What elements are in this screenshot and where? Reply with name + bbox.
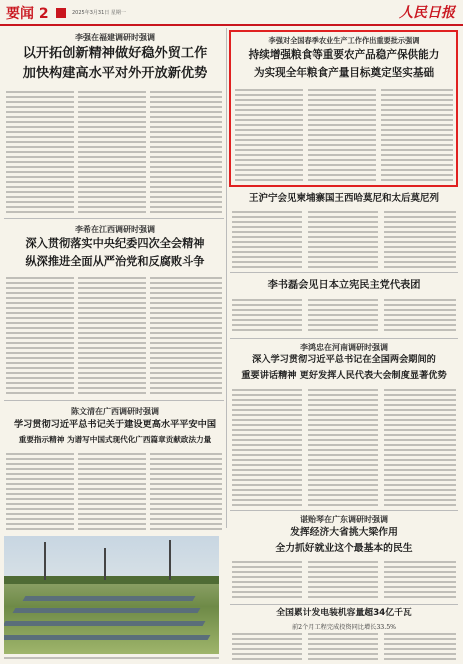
page-header	[0, 0, 463, 26]
lishulei-body-col-1	[232, 298, 302, 334]
photo-treeline	[4, 576, 219, 584]
guangxi-kicker: 陈文清在广西调研时强调	[71, 406, 159, 416]
wind-body-col-2	[308, 632, 378, 660]
wanghuning-body-col-2	[308, 210, 378, 268]
wind-headline: 全国累计发电装机容量超34亿千瓦	[276, 608, 412, 618]
jiangxi-kicker: 李希在江西调研时强调	[75, 224, 155, 234]
fujian-kicker: 李强在福建调研时强调	[75, 32, 155, 42]
fujian-body-col-1	[6, 90, 74, 214]
fujian-headline-1: 以开拓创新精神做好稳外贸工作	[22, 46, 208, 61]
henan-body-col-3	[384, 388, 456, 506]
photo-caption	[4, 656, 219, 660]
divider-right-3	[230, 510, 458, 511]
jiangxi-body-col-3	[150, 276, 222, 394]
divider-right-2	[230, 338, 458, 339]
guangdong-body-col-1	[232, 560, 302, 600]
guangdong-headline-1: 发挥经济大省挑大梁作用	[290, 527, 398, 538]
divider-left-1	[4, 218, 224, 219]
section-marker	[56, 8, 66, 18]
henan-body-col-1	[232, 388, 302, 506]
guangxi-body-col-1	[6, 452, 74, 532]
photo-solar-row	[4, 635, 210, 640]
wanghuning-body-col-1	[232, 210, 302, 268]
wanghuning-headline: 王沪宁会见柬埔寨国王西哈莫尼和太后莫尼列	[248, 193, 439, 204]
henan-headline-1: 深入学习贯彻习近平总书记在全国两会期间的	[252, 354, 436, 365]
masthead-logo: 人民日报	[399, 5, 455, 21]
henan-kicker: 李鸿忠在河南调研时强调	[300, 342, 388, 352]
column-divider	[226, 28, 227, 528]
fujian-headline-2: 加快构建高水平对外开放新优势	[22, 66, 208, 81]
henan-body-col-2	[308, 388, 378, 506]
guangxi-headline-2: 重要指示精神 为谱写中国式现代化广西篇章贡献政法力量	[18, 435, 212, 444]
agri-body-col-1	[235, 88, 303, 182]
photo-solar-row	[4, 621, 205, 626]
jiangxi-body-col-1	[6, 276, 74, 394]
henan-headline-2: 重要讲话精神 更好发挥人民代表大会制度显著优势	[241, 370, 447, 381]
news-photo	[4, 536, 219, 654]
agri-kicker: 李强对全国春季农业生产工作作出重要批示强调	[268, 36, 420, 45]
jiangxi-headline-1: 深入贯彻落实中央纪委四次全会精神	[25, 237, 205, 250]
agri-body-col-3	[381, 88, 453, 182]
wind-subhead: 前2个月工程完成投资同比增长33.5%	[291, 624, 397, 631]
guangdong-body-col-3	[384, 560, 456, 600]
lishulei-headline: 李书磊会见日本立宪民主党代表团	[267, 280, 421, 291]
photo-tower	[104, 548, 106, 580]
jiangxi-headline-2: 纵深推进全面从严治党和反腐败斗争	[25, 255, 205, 268]
guangdong-headline-2: 全力抓好就业这个最基本的民生	[275, 543, 413, 554]
photo-tower	[169, 540, 171, 580]
guangxi-headline-1: 学习贯彻习近平总书记关于建设更高水平平安中国	[13, 419, 217, 430]
agri-body-col-2	[308, 88, 376, 182]
section-title: 要闻 2	[6, 6, 49, 22]
photo-solar-row	[13, 608, 201, 613]
photo-solar-row	[23, 596, 196, 601]
guangdong-body-col-2	[308, 560, 378, 600]
lishulei-body-col-3	[384, 298, 456, 334]
agri-headline-2: 为实现全年粮食产量目标奠定坚实基础	[253, 67, 435, 79]
wanghuning-body-col-3	[384, 210, 456, 268]
guangxi-body-col-2	[78, 452, 146, 532]
jiangxi-body-col-2	[78, 276, 146, 394]
wind-body-col-1	[232, 632, 302, 660]
fujian-body-col-3	[150, 90, 222, 214]
divider-left-2	[4, 400, 224, 401]
guangdong-kicker: 谌贻琴在广东调研时强调	[300, 514, 388, 524]
divider-right-4	[230, 604, 458, 605]
fujian-body-col-2	[78, 90, 146, 214]
lishulei-body-col-2	[308, 298, 378, 334]
agri-headline-1: 持续增强粮食等重要农产品稳产保供能力	[248, 49, 440, 61]
photo-tower	[44, 542, 46, 580]
date-line: 2025年3月31日 星期一	[72, 10, 126, 16]
guangxi-body-col-3	[150, 452, 222, 532]
wind-body-col-3	[384, 632, 456, 660]
divider-right-1	[230, 272, 458, 273]
